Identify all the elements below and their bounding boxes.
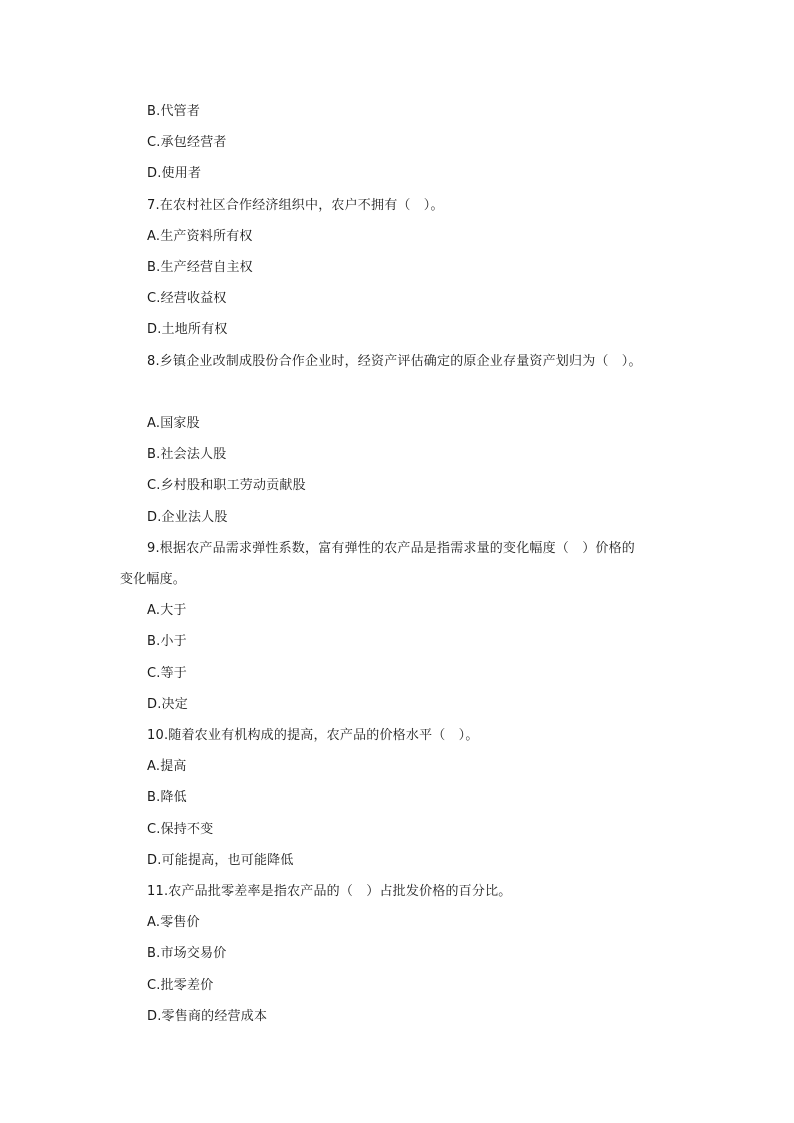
q8-option-c: C.乡村股和职工劳动贡献股	[147, 478, 306, 493]
q7-option-c: C.经营收益权	[147, 291, 227, 306]
question-9: 9.根据农产品需求弹性系数，富有弹性的农产品是指需求量的变化幅度（ ）价格的	[147, 541, 636, 556]
q10-option-a: A.提高	[147, 759, 187, 774]
option-b-line: B.代管者	[147, 104, 201, 119]
option-c-line: C.承包经营者	[147, 135, 227, 150]
q7-option-d: D.土地所有权	[147, 322, 228, 337]
q9-option-b: B.小于	[147, 634, 187, 649]
q10-option-b: B.降低	[147, 790, 187, 805]
q11-option-a: A.零售价	[147, 915, 200, 930]
question-9-continued: 变化幅度。	[120, 572, 187, 587]
question-11: 11.农产品批零差率是指农产品的（ ）占批发价格的百分比。	[147, 884, 512, 899]
q9-option-d: D.决定	[147, 697, 188, 712]
q10-option-c: C.保持不变	[147, 822, 214, 837]
q8-option-d: D.企业法人股	[147, 510, 228, 525]
option-d-line: D.使用者	[147, 166, 202, 181]
question-7: 7.在农村社区合作经济组织中，农户不拥有（ ）。	[147, 198, 444, 213]
q11-option-c: C.批零差价	[147, 978, 214, 993]
q9-option-a: A.大于	[147, 603, 187, 618]
question-8: 8.乡镇企业改制成股份合作企业时，经资产评估确定的原企业存量资产划归为（ ）。	[147, 354, 642, 369]
q10-option-d: D.可能提高，也可能降低	[147, 853, 294, 868]
q7-option-b: B.生产经营自主权	[147, 260, 253, 275]
question-10: 10.随着农业有机构成的提高，农产品的价格水平（ ）。	[147, 728, 479, 743]
q8-option-b: B.社会法人股	[147, 447, 227, 462]
q9-option-c: C.等于	[147, 666, 188, 681]
q11-option-d: D.零售商的经营成本	[147, 1009, 268, 1024]
q8-option-a: A.国家股	[147, 416, 200, 431]
q11-option-b: B.市场交易价	[147, 946, 227, 961]
q7-option-a: A.生产资料所有权	[147, 229, 253, 244]
